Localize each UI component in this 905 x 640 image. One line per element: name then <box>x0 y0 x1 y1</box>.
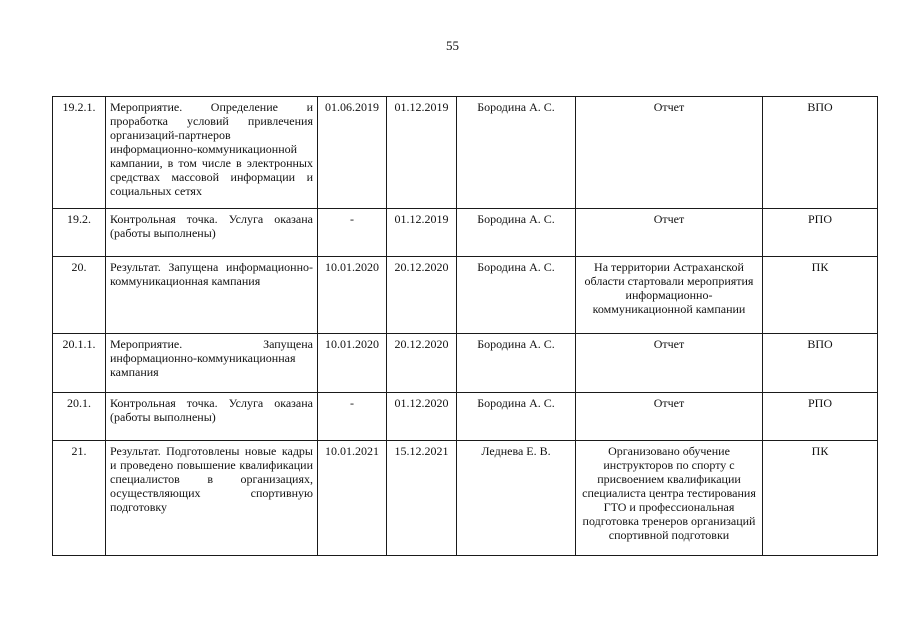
page-number: 55 <box>446 38 459 53</box>
row-result: Отчет <box>576 209 763 257</box>
row-result: Организовано обучение инструкторов по спорту с присвоением квалификации специалиста центра тестирования ГТО и профессиональная подготовка тренеров организаций спортивной подготовки <box>576 441 763 556</box>
row-number: 20.1. <box>53 393 106 441</box>
row-start-date: 10.01.2020 <box>318 334 387 393</box>
row-start-date: 01.06.2019 <box>318 97 387 209</box>
table-row <box>53 334 878 393</box>
table-row <box>53 441 878 556</box>
row-start-date: 10.01.2020 <box>318 257 387 334</box>
row-description: Результат. Запущена информационно-коммуникационная кампания <box>106 257 318 334</box>
row-control-level: ПК <box>763 441 878 556</box>
row-responsible: Бородина А. С. <box>457 393 576 441</box>
row-control-level: ПК <box>763 257 878 334</box>
row-responsible: Бородина А. С. <box>457 209 576 257</box>
row-responsible: Бородина А. С. <box>457 97 576 209</box>
row-number: 19.2.1. <box>53 97 106 209</box>
row-end-date: 15.12.2021 <box>387 441 457 556</box>
row-result: Отчет <box>576 97 763 209</box>
row-result: Отчет <box>576 393 763 441</box>
row-number: 21. <box>53 441 106 556</box>
row-description: Мероприятие. Запущена информационно-коммуникационная кампания <box>106 334 318 393</box>
row-result: На территории Астраханской области стартовали мероприятия информационно-коммуникационной кампании <box>576 257 763 334</box>
plan-table <box>52 96 878 556</box>
row-end-date: 01.12.2019 <box>387 209 457 257</box>
row-responsible: Бородина А. С. <box>457 334 576 393</box>
row-responsible: Леднева Е. В. <box>457 441 576 556</box>
row-end-date: 20.12.2020 <box>387 257 457 334</box>
row-end-date: 01.12.2019 <box>387 97 457 209</box>
row-result: Отчет <box>576 334 763 393</box>
row-start-date: 10.01.2021 <box>318 441 387 556</box>
row-description: Результат. Подготовлены новые кадры и проведено повышение квалификации специалистов в организациях, осуществляющих спортивную подготовку <box>106 441 318 556</box>
row-control-level: РПО <box>763 209 878 257</box>
row-end-date: 01.12.2020 <box>387 393 457 441</box>
row-control-level: РПО <box>763 393 878 441</box>
row-responsible: Бородина А. С. <box>457 257 576 334</box>
row-start-date: - <box>318 393 387 441</box>
table-row <box>53 393 878 441</box>
table-row <box>53 209 878 257</box>
row-description: Мероприятие. Определение и проработка условий привлечения организаций-партнеров информационно-коммуникационной кампании, в том числе в электронных средствах массовой информации и социальных сетях <box>106 97 318 209</box>
row-number: 20. <box>53 257 106 334</box>
row-end-date: 20.12.2020 <box>387 334 457 393</box>
row-number: 20.1.1. <box>53 334 106 393</box>
row-control-level: ВПО <box>763 97 878 209</box>
row-start-date: - <box>318 209 387 257</box>
table-row <box>53 97 878 209</box>
row-number: 19.2. <box>53 209 106 257</box>
row-control-level: ВПО <box>763 334 878 393</box>
table-row <box>53 257 878 334</box>
row-description: Контрольная точка. Услуга оказана (работы выполнены) <box>106 393 318 441</box>
row-description: Контрольная точка. Услуга оказана (работы выполнены) <box>106 209 318 257</box>
